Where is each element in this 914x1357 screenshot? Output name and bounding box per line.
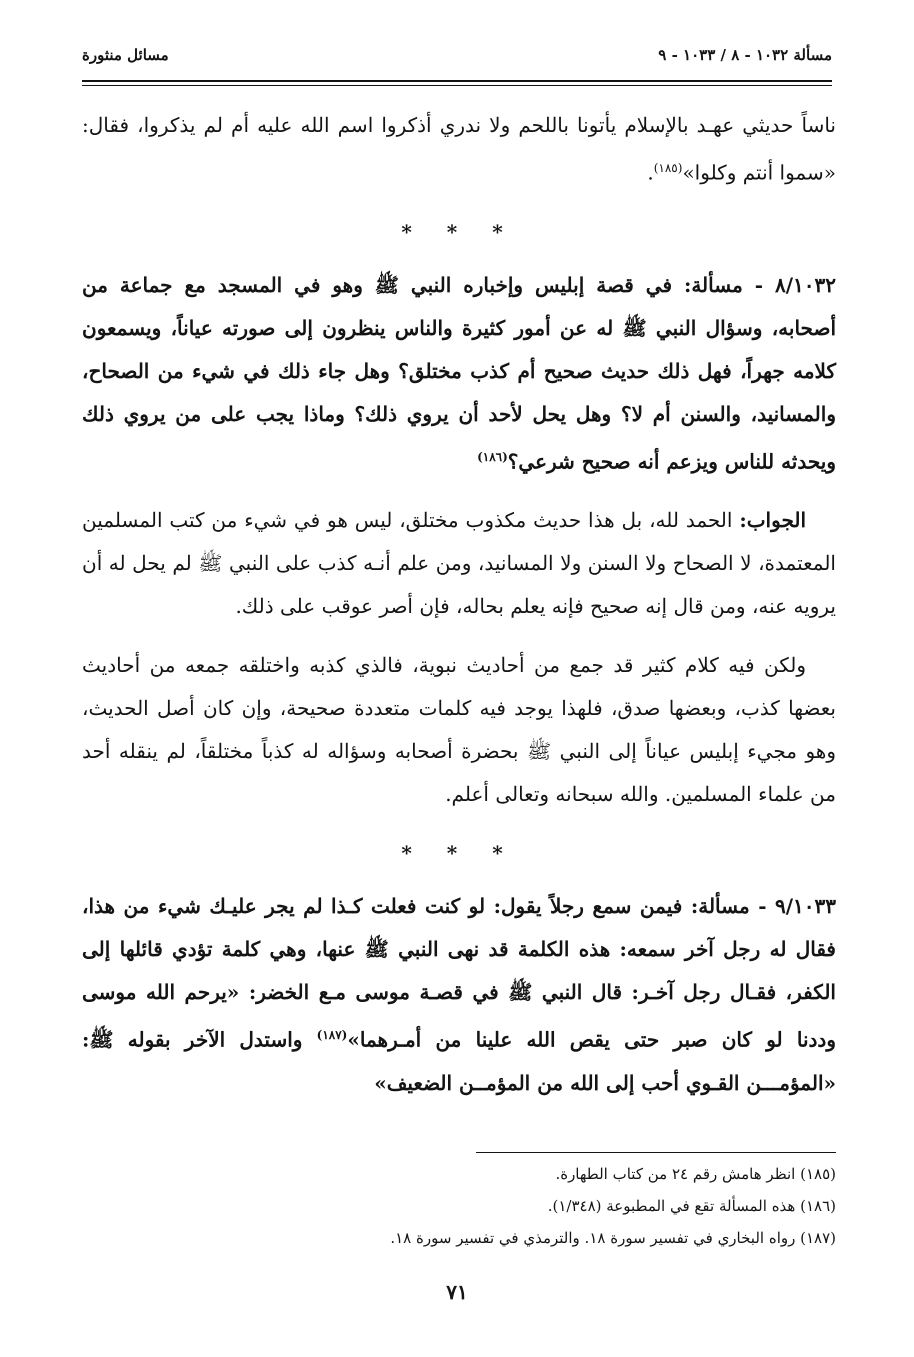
footnote-ref-186: (١٨٦) <box>477 449 508 464</box>
paragraph-text: ولكن فيه كلام كثير قد جمع من أحاديث نبوية، فالذي كذبه واختلقه جمعه من أحاديث بعضها كذب، وبعضها صدق، فلهذا يوجد فيه كلمات متعددة صحيحة، وإن كان أصل الحديث، وهو مجيء إبليس عياناً إلى النبي ﷺ بحضرة أصحابه وسؤاله له كذباً مختلقاً، لم ينقله أحد من علماء المسلمين. والله سبحانه وتعالى أعلم. <box>82 653 836 807</box>
footnote-186: (١٨٦) هذه المسألة تقع في المطبوعة (١/٣٤٨). <box>547 1197 836 1215</box>
question-number: ٨/١٠٣٢ - مسألة: <box>683 272 836 297</box>
footnote-187: (١٨٧) رواه البخاري في تفسير سورة ١٨. والترمذي في تفسير سورة ١٨. <box>390 1229 836 1247</box>
paragraph-end: . <box>647 160 654 185</box>
question-number: ٩/١٠٣٣ - مسألة: <box>690 894 837 919</box>
answer-paragraph <box>82 499 836 628</box>
answer-text: الحمد لله، بل هذا حديث مكذوب مختلق، ليس هو في شيء من كتب المسلمين المعتمدة، لا الصحاح ولا السنن ولا المسانيد، ومن علم أنـه كذب على النبي ﷺ لم يحل له أن يرويه عنه، ومن قال إنه صحيح فإنه يعلم بحاله، فإن أصر عوقب على ذلك. <box>82 508 836 619</box>
section-separator: * * * <box>401 219 517 244</box>
section-separator: * * * <box>401 841 517 866</box>
footnotes <box>82 1158 836 1254</box>
footnote-ref-187: (١٨٧) <box>316 1028 348 1043</box>
header-rule <box>82 80 832 86</box>
footnote-185: (١٨٥) انظر هامش رقم ٢٤ من كتاب الطهارة. <box>555 1165 836 1183</box>
page-number: ٧١ <box>446 1280 468 1304</box>
footnote-ref-185: (١٨٥) <box>653 161 683 175</box>
paragraph-explanation <box>82 644 836 816</box>
question-1033 <box>82 885 836 1105</box>
footnote-rule <box>476 1152 836 1153</box>
question-text: في قصة إبليس وإخباره النبي ﷺ وهو في المسجد مع جماعة من أصحابه، وسؤال النبي ﷺ له عن أمور كثيرة والناس ينظرون إلى صورته عياناً، ويسمعون كلامه جهراً، فهل ذلك حديث صحيح أم كذب مختلق؟ وهل جاء ذلك في شيء من الصحاح، والمسانيد، والسنن أم لا؟ وهل يحل لأحد أن يروي ذلك؟ وماذا يجب على من يروي ذلك ويحدثه للناس ويزعم أنه صحيح شرعي؟ <box>82 272 837 474</box>
page-header <box>82 38 832 72</box>
running-title: مسألة ١٠٣٢ - ٨ / ١٠٣٣ - ٩ <box>658 46 832 64</box>
answer-label: الجواب: <box>739 508 807 533</box>
paragraph-continuation <box>82 104 836 195</box>
question-1032 <box>82 264 836 484</box>
paragraph-text: ناساً حديثي عهـد بالإسلام يأتونا باللحم ولا ندري أذكروا اسم الله عليه أم لم يذكروا، فقال: «سموا أنتم وكلوا» <box>82 113 836 185</box>
book-title: مسائل منثورة <box>82 46 169 64</box>
question-text: فيمن سمع رجلاً يقول: لو كنت فعلت كـذا لم يجر عليـك شيء من هذا، فقال له رجل آخر سمعه: هذه الكلمة قد نهى النبي ﷺ عنها، وهي كلمة تؤدي قائلها إلى الكفر، فقـال رجل آخـر: قال النبي ﷺ في قصـة موسى مـع الخضر: «يرحم الله موسى وددنا لو كان صبر حتى يقص الله علينا من أمـرهما» <box>82 894 836 1052</box>
question-text-continued: واستدل الآخر بقوله ﷺ: «المؤمـــن القـوي أحب إلى الله من المؤمــن الضعيف» <box>82 1027 836 1095</box>
main-content <box>82 104 836 1121</box>
